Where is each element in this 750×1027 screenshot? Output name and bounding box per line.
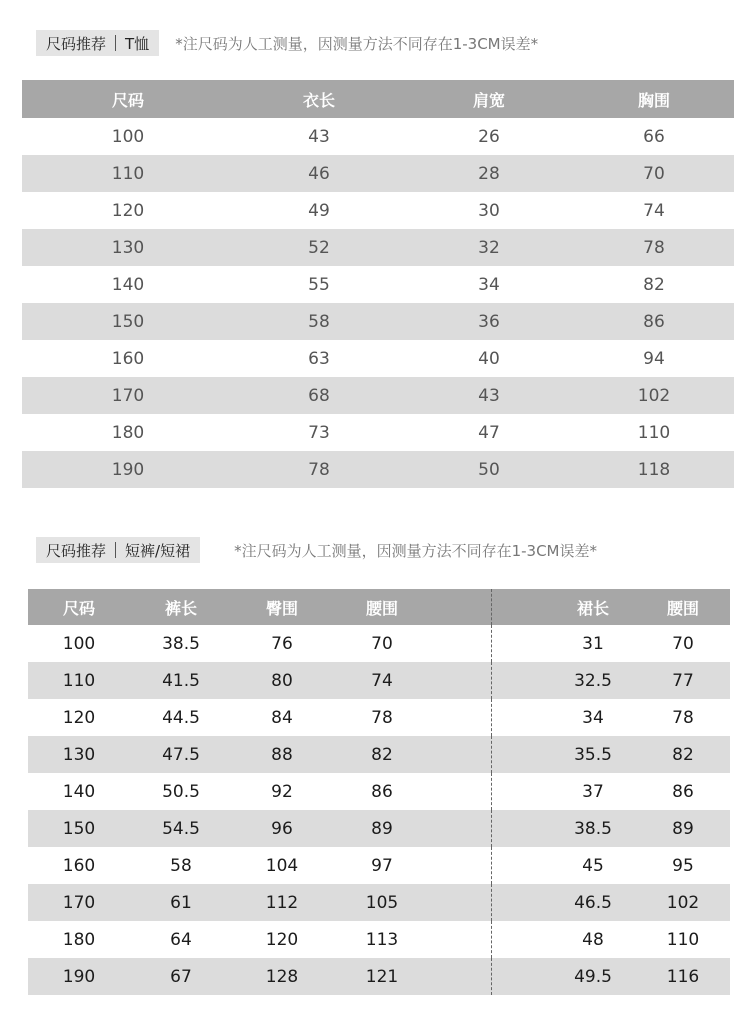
table-cell: 35.5 bbox=[574, 744, 612, 765]
table-row bbox=[22, 155, 734, 192]
shorts-tag-label: 尺码推荐 bbox=[46, 541, 107, 560]
shorts-measurement-note: *注尺码为人工测量，因测量方法不同存在1-3CM误差* bbox=[234, 541, 597, 560]
table-row bbox=[28, 921, 730, 958]
table-cell: 64 bbox=[170, 929, 192, 950]
table-row bbox=[22, 340, 734, 377]
table-cell: 36 bbox=[478, 311, 500, 332]
table-cell: 50.5 bbox=[162, 781, 200, 802]
tee-size-table bbox=[22, 80, 734, 488]
divider-cell bbox=[432, 810, 550, 847]
column-header: 腰围 bbox=[666, 598, 699, 618]
table-cell: 130 bbox=[62, 744, 96, 765]
divider-cell bbox=[432, 662, 550, 699]
table-row bbox=[28, 736, 730, 773]
table-row bbox=[28, 625, 730, 662]
dashed-divider bbox=[491, 958, 492, 995]
table-cell: 96 bbox=[271, 818, 293, 839]
table-cell: 52 bbox=[308, 237, 330, 258]
table-cell: 97 bbox=[371, 855, 393, 876]
table-cell: 116 bbox=[666, 966, 700, 987]
table-cell: 170 bbox=[111, 385, 145, 406]
table-cell: 113 bbox=[365, 929, 399, 950]
table-cell: 94 bbox=[643, 348, 665, 369]
table-cell: 34 bbox=[478, 274, 500, 295]
table-row bbox=[22, 303, 734, 340]
table-cell: 70 bbox=[643, 163, 665, 184]
table-header-row bbox=[22, 80, 734, 118]
table-cell: 49.5 bbox=[574, 966, 612, 987]
dashed-divider bbox=[491, 736, 492, 773]
table-cell: 89 bbox=[672, 818, 694, 839]
tee-header bbox=[36, 30, 538, 56]
table-cell: 120 bbox=[62, 707, 96, 728]
table-cell: 67 bbox=[170, 966, 192, 987]
table-cell: 47 bbox=[478, 422, 500, 443]
table-cell: 77 bbox=[672, 670, 694, 691]
tag-separator bbox=[115, 35, 116, 51]
table-cell: 74 bbox=[643, 200, 665, 221]
table-cell: 110 bbox=[666, 929, 700, 950]
table-cell: 78 bbox=[308, 459, 330, 480]
table-cell: 86 bbox=[643, 311, 665, 332]
table-cell: 55 bbox=[308, 274, 330, 295]
shorts-tag-category: 短裤/短裙 bbox=[125, 541, 191, 560]
table-cell: 32 bbox=[478, 237, 500, 258]
divider-cell bbox=[432, 921, 550, 958]
table-cell: 100 bbox=[62, 633, 96, 654]
tee-size-tag bbox=[36, 30, 159, 56]
shorts-size-table bbox=[28, 589, 730, 995]
table-cell: 190 bbox=[111, 459, 145, 480]
table-cell: 40 bbox=[478, 348, 500, 369]
table-row bbox=[28, 699, 730, 736]
column-header: 裤长 bbox=[164, 598, 197, 618]
table-cell: 31 bbox=[582, 633, 604, 654]
dashed-divider bbox=[491, 810, 492, 847]
table-cell: 130 bbox=[111, 237, 145, 258]
table-row bbox=[28, 847, 730, 884]
table-row bbox=[22, 451, 734, 488]
table-cell: 32.5 bbox=[574, 670, 612, 691]
table-cell: 160 bbox=[111, 348, 145, 369]
table-cell: 180 bbox=[62, 929, 96, 950]
table-cell: 82 bbox=[643, 274, 665, 295]
table-cell: 89 bbox=[371, 818, 393, 839]
table-cell: 140 bbox=[62, 781, 96, 802]
table-cell: 49 bbox=[308, 200, 330, 221]
table-cell: 68 bbox=[308, 385, 330, 406]
tag-separator bbox=[115, 542, 116, 558]
tee-measurement-note: *注尺码为人工测量，因测量方法不同存在1-3CM误差* bbox=[175, 34, 539, 53]
table-cell: 104 bbox=[265, 855, 299, 876]
divider-cell bbox=[432, 773, 550, 810]
divider-cell bbox=[432, 589, 550, 625]
table-cell: 150 bbox=[111, 311, 145, 332]
table-cell: 78 bbox=[371, 707, 393, 728]
dashed-divider bbox=[491, 589, 492, 625]
table-cell: 43 bbox=[308, 126, 330, 147]
table-cell: 73 bbox=[308, 422, 330, 443]
table-cell: 86 bbox=[371, 781, 393, 802]
table-cell: 48 bbox=[582, 929, 604, 950]
table-row bbox=[22, 266, 734, 303]
tee-tag-category: T恤 bbox=[125, 34, 150, 53]
table-cell: 120 bbox=[265, 929, 299, 950]
shorts-header bbox=[36, 537, 597, 563]
column-header: 裙长 bbox=[576, 598, 609, 618]
table-row bbox=[22, 377, 734, 414]
table-cell: 80 bbox=[271, 670, 293, 691]
dashed-divider bbox=[491, 847, 492, 884]
table-cell: 61 bbox=[170, 892, 192, 913]
table-cell: 110 bbox=[62, 670, 96, 691]
table-cell: 46.5 bbox=[574, 892, 612, 913]
table-cell: 190 bbox=[62, 966, 96, 987]
table-row bbox=[28, 884, 730, 921]
table-cell: 63 bbox=[308, 348, 330, 369]
table-header-row bbox=[28, 589, 730, 625]
table-cell: 38.5 bbox=[574, 818, 612, 839]
table-cell: 44.5 bbox=[162, 707, 200, 728]
table-cell: 140 bbox=[111, 274, 145, 295]
table-cell: 128 bbox=[265, 966, 299, 987]
dashed-divider bbox=[491, 625, 492, 662]
table-cell: 160 bbox=[62, 855, 96, 876]
table-cell: 92 bbox=[271, 781, 293, 802]
divider-cell bbox=[432, 625, 550, 662]
table-cell: 82 bbox=[371, 744, 393, 765]
table-cell: 26 bbox=[478, 126, 500, 147]
table-row bbox=[28, 662, 730, 699]
table-cell: 58 bbox=[308, 311, 330, 332]
table-cell: 37 bbox=[582, 781, 604, 802]
table-cell: 78 bbox=[643, 237, 665, 258]
table-cell: 70 bbox=[672, 633, 694, 654]
table-row bbox=[28, 773, 730, 810]
table-cell: 45 bbox=[582, 855, 604, 876]
table-cell: 102 bbox=[637, 385, 671, 406]
table-row bbox=[28, 958, 730, 995]
divider-cell bbox=[432, 736, 550, 773]
table-cell: 118 bbox=[637, 459, 671, 480]
dashed-divider bbox=[491, 773, 492, 810]
table-cell: 110 bbox=[111, 163, 145, 184]
table-row bbox=[22, 229, 734, 266]
table-row bbox=[22, 192, 734, 229]
table-cell: 43 bbox=[478, 385, 500, 406]
table-cell: 47.5 bbox=[162, 744, 200, 765]
table-cell: 84 bbox=[271, 707, 293, 728]
column-header: 胸围 bbox=[637, 90, 670, 110]
column-header: 臀围 bbox=[265, 598, 298, 618]
dashed-divider bbox=[491, 662, 492, 699]
table-cell: 30 bbox=[478, 200, 500, 221]
table-cell: 86 bbox=[672, 781, 694, 802]
tee-tag-label: 尺码推荐 bbox=[46, 34, 107, 53]
table-cell: 50 bbox=[478, 459, 500, 480]
column-header: 尺码 bbox=[62, 598, 95, 618]
table-cell: 34 bbox=[582, 707, 604, 728]
divider-cell bbox=[432, 884, 550, 921]
table-cell: 38.5 bbox=[162, 633, 200, 654]
table-cell: 102 bbox=[666, 892, 700, 913]
table-cell: 95 bbox=[672, 855, 694, 876]
table-row bbox=[22, 414, 734, 451]
column-header: 尺码 bbox=[111, 90, 144, 110]
table-cell: 78 bbox=[672, 707, 694, 728]
column-header: 肩宽 bbox=[472, 90, 505, 110]
table-cell: 150 bbox=[62, 818, 96, 839]
dashed-divider bbox=[491, 884, 492, 921]
table-cell: 120 bbox=[111, 200, 145, 221]
table-cell: 82 bbox=[672, 744, 694, 765]
dashed-divider bbox=[491, 921, 492, 958]
table-row bbox=[28, 810, 730, 847]
table-cell: 66 bbox=[643, 126, 665, 147]
table-cell: 105 bbox=[365, 892, 399, 913]
table-cell: 110 bbox=[637, 422, 671, 443]
table-cell: 180 bbox=[111, 422, 145, 443]
table-cell: 28 bbox=[478, 163, 500, 184]
column-header: 腰围 bbox=[365, 598, 398, 618]
table-cell: 112 bbox=[265, 892, 299, 913]
table-cell: 121 bbox=[365, 966, 399, 987]
shorts-size-tag bbox=[36, 537, 200, 563]
table-cell: 58 bbox=[170, 855, 192, 876]
table-cell: 41.5 bbox=[162, 670, 200, 691]
table-cell: 70 bbox=[371, 633, 393, 654]
table-row bbox=[22, 118, 734, 155]
table-cell: 46 bbox=[308, 163, 330, 184]
table-cell: 54.5 bbox=[162, 818, 200, 839]
table-cell: 76 bbox=[271, 633, 293, 654]
divider-cell bbox=[432, 847, 550, 884]
table-cell: 88 bbox=[271, 744, 293, 765]
divider-cell bbox=[432, 958, 550, 995]
dashed-divider bbox=[491, 699, 492, 736]
column-header: 衣长 bbox=[302, 90, 335, 110]
table-cell: 170 bbox=[62, 892, 96, 913]
divider-cell bbox=[432, 699, 550, 736]
table-cell: 74 bbox=[371, 670, 393, 691]
table-cell: 100 bbox=[111, 126, 145, 147]
